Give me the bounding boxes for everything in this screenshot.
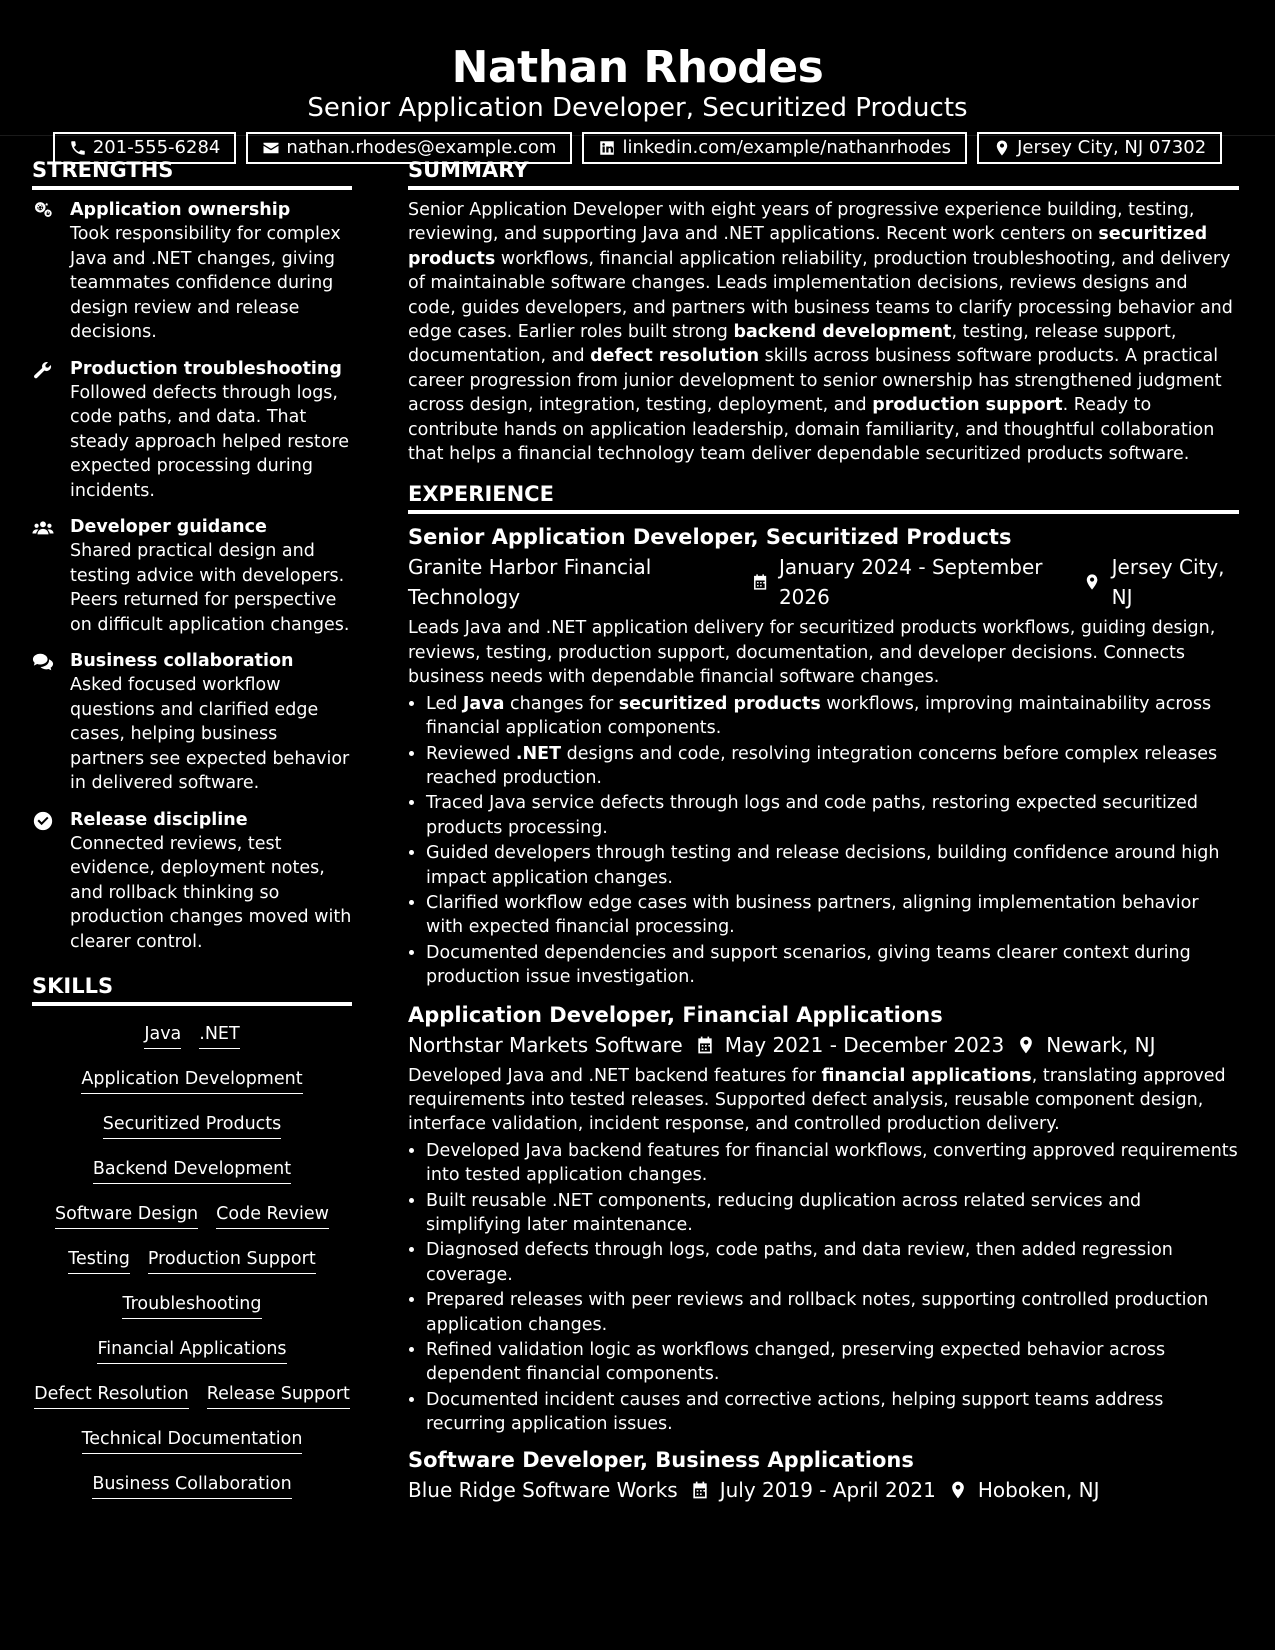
strength-desc: Connected reviews, test evidence, deployment notes, and rollback thinking so production changes moved with clearer control.: [70, 833, 352, 952]
skills-heading: SKILLS: [32, 972, 352, 1006]
users-icon: [32, 517, 54, 539]
strength-desc: Shared practical design and testing advice with developers. Peers returned for perspective on difficult application changes.: [70, 541, 350, 635]
strength-title: Production troubleshooting: [70, 358, 342, 379]
bullet-part: Led: [426, 693, 463, 714]
gears-icon: [32, 200, 54, 222]
job-location: Jersey City, NJ: [1111, 555, 1225, 610]
job-description: [408, 1064, 1239, 1137]
skill-tag: Code Review: [216, 1202, 329, 1229]
phone-text: 201-555-6284: [92, 137, 221, 158]
summary-text: [408, 198, 1239, 466]
skill-tag: Defect Resolution: [34, 1382, 189, 1409]
strength-item: [32, 198, 352, 345]
list-item: • Documented dependencies and support scenarios, giving teams clearer context during production issue investigation.: [426, 941, 1239, 990]
job-company: Granite Harbor Financial Technology: [408, 555, 652, 610]
bullet-keyword: .NET: [515, 743, 562, 764]
linkedin-text: linkedin.com/example/nathanrhodes: [622, 137, 952, 158]
list-item: • Documented incident causes and corrective actions, helping support teams address recurring application issues.: [426, 1388, 1239, 1437]
list-item: [426, 742, 1239, 791]
bullet-part: workflows, improving maintainability across financial application components.: [426, 693, 1212, 739]
list-item: • Prepared releases with peer reviews and rollback notes, supporting controlled production application changes.: [426, 1288, 1239, 1337]
map-pin-icon: [1083, 572, 1101, 592]
skill-tag: Backend Development: [93, 1157, 291, 1184]
strength-title: Release discipline: [70, 809, 248, 830]
job-entry: [408, 1000, 1239, 1437]
linkedin-icon: [598, 139, 616, 157]
skill-tag: Testing: [68, 1247, 130, 1274]
skill-tag: Securitized Products: [103, 1112, 282, 1139]
map-pin-icon: [1016, 1035, 1036, 1055]
summary-keyword: production support: [872, 395, 1063, 416]
summary-heading: SUMMARY: [408, 156, 1239, 190]
job-company: Northstar Markets Software: [408, 1032, 683, 1057]
job-meta: [408, 1030, 1239, 1060]
summary-keyword: defect resolution: [590, 346, 760, 367]
desc-part: , translating approved requirements into tested releases. Supported defect analysis, reusable component design, interface validation, incident response, and controlled production delivery.: [408, 1065, 1226, 1135]
skill-tag: Business Collaboration: [92, 1472, 291, 1499]
strength-title: Application ownership: [70, 200, 291, 220]
job-location: Newark, NJ: [1046, 1032, 1156, 1057]
summary-keyword: securitized products: [408, 224, 1208, 269]
comments-icon: [32, 651, 54, 673]
job-meta: [408, 1475, 1239, 1505]
job-meta: [408, 552, 1239, 612]
map-pin-icon: [993, 139, 1011, 157]
list-item: • Refined validation logic as workflows changed, preserving expected behavior across dependent financial components.: [426, 1338, 1239, 1387]
skill-tag: Financial Applications: [97, 1337, 286, 1364]
skill-tag: Release Support: [207, 1382, 350, 1409]
summary-part: Senior Application Developer with eight years of progressive experience building, testing, reviewing, and supporting Java and .NET applications. Recent work centers on: [408, 200, 1195, 245]
job-dates: May 2021 - December 2023: [724, 1032, 1005, 1057]
calendar-icon: [695, 1035, 715, 1055]
bullet-part: changes for: [504, 693, 619, 714]
envelope-icon: [262, 139, 280, 157]
strength-title: Business collaboration: [70, 651, 294, 671]
strength-item: [32, 515, 352, 637]
list-item: • Developed Java backend features for financial workflows, converting approved requirements into tested application changes.: [426, 1139, 1239, 1188]
job-description: Leads Java and .NET application delivery for securitized products workflows, guiding design, reviews, testing, production support, documentation, and developer decisions. Connects business needs with dependable financial software changes.: [408, 618, 1216, 688]
bullet-keyword: securitized products: [618, 693, 821, 714]
skill-tag: Software Design: [55, 1202, 198, 1229]
skill-tag: Technical Documentation: [82, 1427, 303, 1454]
strength-item: [32, 808, 352, 955]
desc-keyword: financial applications: [821, 1065, 1032, 1086]
skills-list: [32, 1014, 352, 1509]
left-column: [32, 156, 352, 1509]
check-circle-icon: [32, 810, 54, 832]
job-company: Blue Ridge Software Works: [408, 1477, 678, 1502]
skill-tag: .NET: [199, 1022, 239, 1049]
right-column: [408, 156, 1239, 1509]
list-item: • Traced Java service defects through logs and code paths, restoring expected securitized products processing.: [426, 791, 1239, 840]
map-pin-icon: [948, 1480, 968, 1500]
job-bullets: [408, 692, 1239, 990]
skill-tag: Application Development: [81, 1067, 302, 1094]
list-item: • Diagnosed defects through logs, code paths, and data review, then added regression coverage.: [426, 1238, 1239, 1287]
skill-tag: Production Support: [148, 1247, 316, 1274]
summary-part: workflows, financial application reliability, production troubleshooting, and delivery of maintainable software changes. Leads implementation decisions, reviews designs and code, guides developers, and partners with business teams to clarify processing behavior and edge cases. Earlier roles built strong: [408, 248, 1233, 343]
phone-icon: [69, 139, 87, 157]
strength-desc: Took responsibility for complex Java and .NET changes, giving teammates confidence during design review and release decisions.: [70, 224, 341, 342]
list-item: • Built reusable .NET components, reducing duplication across related services and simplifying later maintenance.: [426, 1189, 1239, 1238]
skill-tag: Java: [144, 1022, 181, 1049]
summary-keyword: backend development: [733, 322, 952, 343]
candidate-name: Nathan Rhodes: [451, 42, 824, 93]
list-item: • Guided developers through testing and release decisions, building confidence around high impact application changes.: [426, 841, 1239, 890]
job-dates: July 2019 - April 2021: [719, 1477, 936, 1502]
strength-item: [32, 649, 352, 796]
skill-tag: Troubleshooting: [122, 1292, 261, 1319]
list-item: • Clarified workflow edge cases with business partners, aligning implementation behavior with expected financial processing.: [426, 891, 1239, 940]
bullet-keyword: Java: [462, 693, 505, 714]
location-text: Jersey City, NJ 07302: [1017, 137, 1207, 158]
summary-part: skills across business software products. A practical career progression from junior development to senior ownership has strengthened judgment across design, integration, testing, deployment, and: [408, 346, 1222, 416]
job-bullets: [408, 1139, 1239, 1437]
job-entry: [408, 522, 1239, 989]
list-item: [426, 692, 1239, 741]
resume-header: [0, 0, 1275, 158]
bullet-part: designs and code, resolving integration concerns before complex releases reached production.: [426, 743, 1218, 788]
strength-desc: Asked focused workflow questions and clarified edge cases, helping business partners see expected behavior in delivered software.: [70, 675, 350, 793]
strengths-heading: STRENGTHS: [32, 156, 352, 190]
calendar-icon: [690, 1480, 710, 1500]
job-title: Senior Application Developer, Securitized Products: [408, 525, 1012, 550]
desc-part: Developed Java and .NET backend features for: [408, 1065, 822, 1086]
wrench-icon: [32, 359, 54, 381]
job-title: Software Developer, Business Applications: [408, 1447, 914, 1472]
bullet-part: Reviewed: [426, 743, 516, 764]
job-location: Hoboken, NJ: [977, 1477, 1100, 1502]
summary-part: . Ready to contribute hands on application leadership, domain familiarity, and thoughtful collaboration that helps a financial technology team deliver dependable securitized products software.: [408, 395, 1215, 465]
strength-item: [32, 357, 352, 504]
job-title: Application Developer, Financial Applications: [408, 1002, 943, 1027]
strength-title: Developer guidance: [70, 517, 267, 537]
strength-desc: Followed defects through logs, code paths, and data. That steady approach helped restore expected processing during incidents.: [70, 382, 350, 501]
summary-part: , testing, release support, documentation, and: [408, 322, 1177, 367]
experience-heading: EXPERIENCE: [408, 480, 1239, 514]
job-dates: January 2024 - September 2026: [778, 555, 1043, 610]
job-entry: [408, 1445, 1239, 1505]
email-text: nathan.rhodes@example.com: [286, 137, 557, 158]
candidate-title: Senior Application Developer, Securitized Products: [307, 93, 968, 123]
calendar-icon: [751, 572, 769, 592]
